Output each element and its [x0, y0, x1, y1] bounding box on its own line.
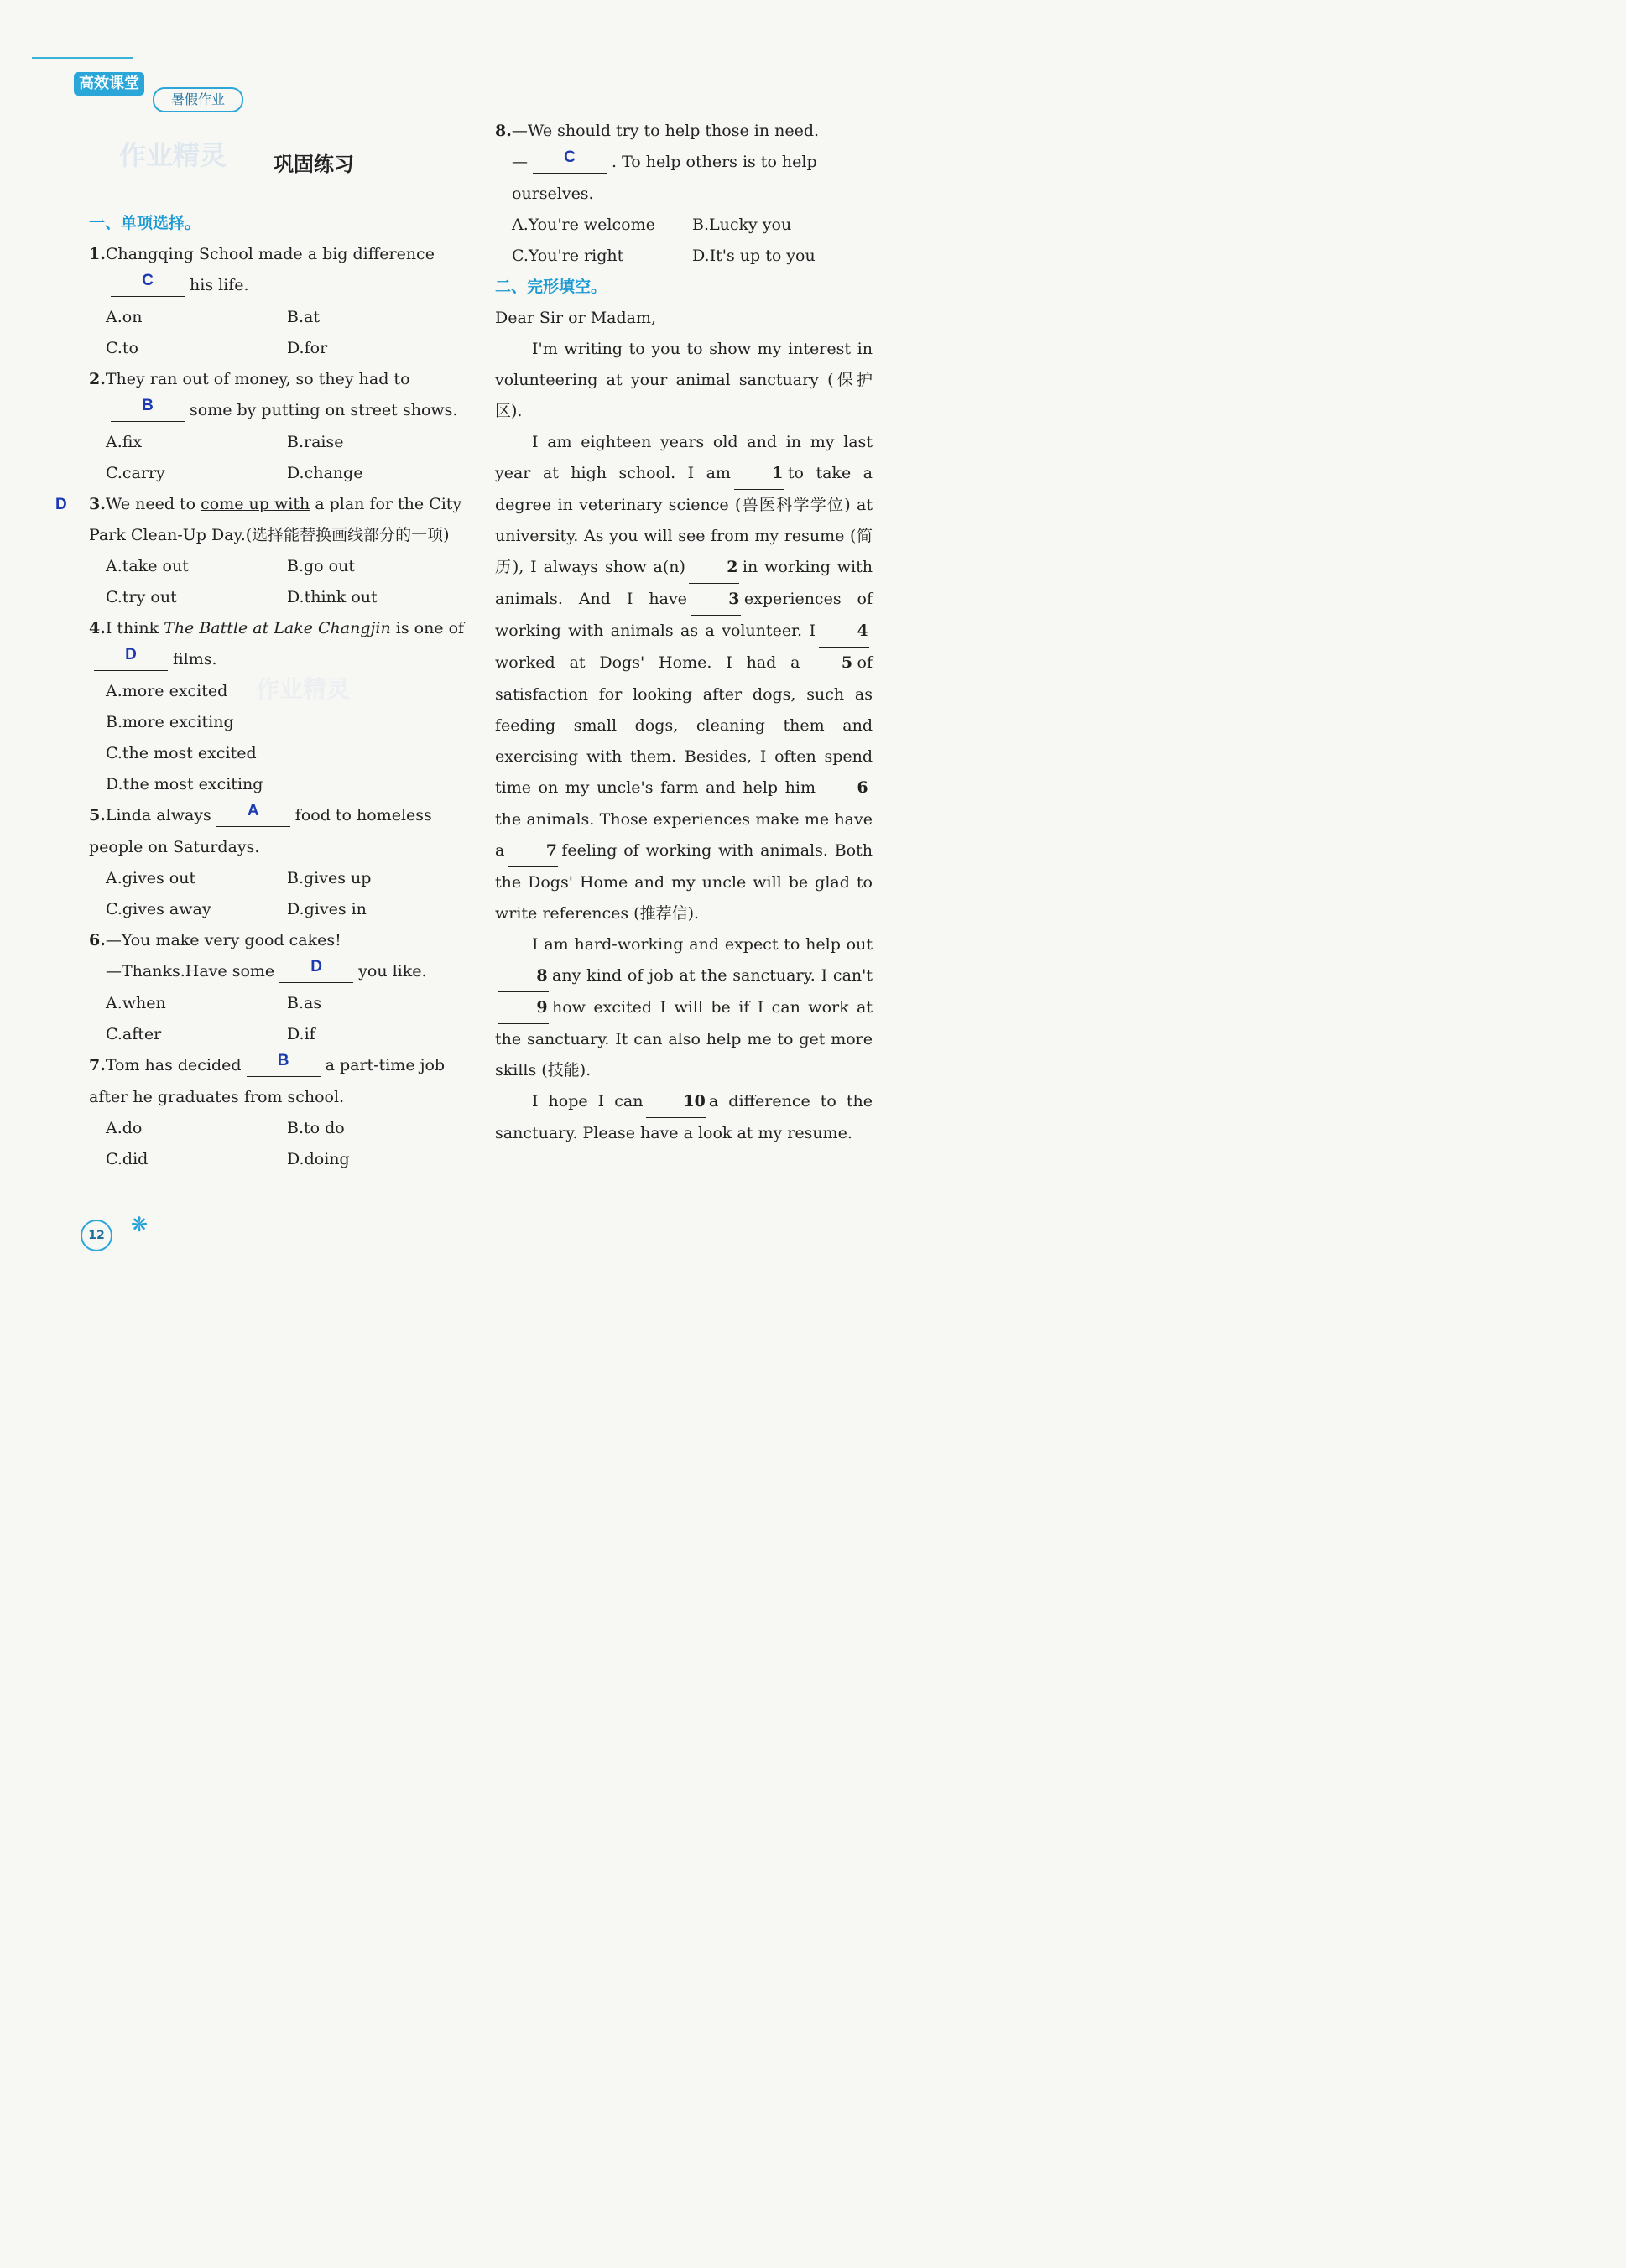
option[interactable]: A.on — [106, 308, 143, 326]
option[interactable]: A.take out — [106, 557, 189, 575]
underlined-phrase: come up with — [201, 495, 310, 513]
question-text: B some by putting on street shows. — [89, 395, 468, 427]
option[interactable]: C.carry — [106, 464, 165, 482]
cloze-blank[interactable]: 4 — [819, 616, 869, 648]
flower-icon: ❋ — [131, 1213, 149, 1236]
left-column — [55, 208, 468, 1175]
option[interactable]: C.after — [106, 1025, 162, 1043]
question-text: 7.Tom has decided B a part-time job after he graduates from school. — [89, 1050, 468, 1113]
section-heading: 一、单项选择。 — [89, 214, 201, 232]
options — [495, 210, 873, 272]
question-text: 2.They ran out of money, so they had to — [89, 370, 410, 388]
header-line — [32, 57, 133, 59]
answer-blank[interactable]: C — [111, 265, 185, 297]
question-8 — [495, 116, 873, 272]
option[interactable]: B.go out — [287, 557, 355, 575]
option[interactable]: A.do — [106, 1119, 143, 1137]
paragraph: I am hard-working and expect to help out8 any kind of job at the sanctuary. I can't9 how excited I will be if I can work at the sanctuary. It can also help me to get more skills (技能). — [495, 935, 873, 1079]
options — [89, 427, 468, 489]
option[interactable]: C.to — [106, 339, 138, 357]
options — [89, 551, 468, 613]
option[interactable]: B.to do — [287, 1119, 345, 1137]
workbook-page — [0, 0, 953, 1315]
question-text: C his life. — [89, 270, 468, 302]
option[interactable]: D.gives in — [287, 900, 367, 918]
option[interactable]: C.try out — [106, 588, 177, 606]
watermark: 作业精灵 — [256, 675, 351, 703]
option[interactable]: B.as — [287, 994, 322, 1012]
option[interactable]: A.gives out — [106, 869, 196, 887]
cloze-blank[interactable]: 8 — [498, 960, 549, 992]
paragraph: I'm writing to you to show my interest in volunteering at your animal sanctuary (保护区). — [495, 340, 873, 420]
cloze-blank[interactable]: 2 — [689, 552, 739, 584]
page-number: 12 — [81, 1220, 112, 1251]
option[interactable]: B.at — [287, 308, 320, 326]
answer-blank[interactable]: D — [279, 951, 353, 983]
options — [89, 988, 468, 1050]
answer-blank[interactable]: A — [216, 795, 290, 827]
option[interactable]: A.when — [106, 994, 166, 1012]
question-text: 6.—You make very good cakes! — [89, 931, 341, 949]
question-4 — [89, 613, 468, 800]
option[interactable]: C.gives away — [106, 900, 211, 918]
option[interactable]: C.the most excited — [106, 744, 257, 762]
right-column — [495, 116, 873, 1149]
option[interactable]: D.think out — [287, 588, 378, 606]
option[interactable]: D.the most exciting — [106, 775, 263, 793]
option[interactable]: B.Lucky you — [692, 216, 792, 234]
option[interactable]: B.raise — [287, 433, 344, 451]
question-6 — [89, 925, 468, 1050]
option[interactable]: A.more excited — [106, 682, 228, 700]
header-badge-sub: 暑假作业 — [153, 87, 243, 112]
question-text: —Thanks.Have some D you like. — [89, 956, 468, 988]
option[interactable]: C.You're right — [512, 247, 624, 265]
option[interactable]: A.You're welcome — [512, 216, 655, 234]
paragraph: I am eighteen years old and in my last year at high school. I am 1 to take a degree in veterinary science (兽医科学学位) at university. As you will see from my resume (简历), I always show a(n) 2 in working with animals. And I have 3 experiences of working with animals as a volunteer. I 4worked at Dogs' Home. I had a 5 of satisfaction for looking after dogs, such as feeding small dogs, cleaning them and exercising with them. Besides, I often spend time on my uncle's farm and help him 6the animals. Those experiences make me have a 7 feeling of working with animals. Both the Dogs' Home and my uncle will be glad to write references (推荐信). — [495, 433, 873, 923]
question-2 — [89, 364, 468, 489]
cloze-blank[interactable]: 7 — [508, 835, 558, 867]
option[interactable]: D.for — [287, 339, 328, 357]
answer-blank[interactable]: B — [247, 1045, 321, 1077]
question-text: 4.I think The Battle at Lake Changjin is one ofD films. — [89, 613, 468, 676]
option[interactable]: B.gives up — [287, 869, 372, 887]
cloze-blank[interactable]: 3 — [691, 584, 741, 616]
question-text: 3.We need to come up with a plan for the City Park Clean-Up Day.(选择能替换画线部分的一项) — [89, 495, 462, 544]
question-5 — [89, 800, 468, 925]
options — [89, 863, 468, 925]
option[interactable]: D.if — [287, 1025, 315, 1043]
option[interactable]: C.did — [106, 1150, 149, 1168]
question-text: 8.—We should try to help those in need. — [495, 122, 820, 140]
option[interactable]: D.It's up to you — [692, 247, 816, 265]
side-answer: D — [55, 496, 67, 513]
cloze-blank[interactable]: 5 — [804, 648, 854, 679]
cloze-blank[interactable]: 9 — [498, 992, 549, 1024]
answer-blank[interactable]: C — [533, 142, 607, 174]
options — [89, 676, 468, 800]
cloze-blank[interactable]: 1 — [734, 458, 784, 490]
answer-blank[interactable]: D — [94, 639, 168, 671]
watermark: 作业精灵 — [119, 139, 227, 171]
header-badge-main: 高效课堂 — [74, 72, 144, 96]
paragraph: I hope I can 10 a difference to the sanctuary. Please have a look at my resume. — [495, 1086, 873, 1149]
cloze-blank[interactable]: 6 — [819, 772, 869, 804]
section-title: 巩固练习 — [274, 153, 354, 176]
question-text: 5.Linda always A food to homeless people on Saturdays. — [89, 800, 468, 863]
option[interactable]: D.change — [287, 464, 363, 482]
question-text: 1.Changqing School made a big difference — [89, 245, 435, 263]
question-text: — C . To help others is to help ourselves. — [495, 147, 873, 210]
options — [89, 302, 468, 364]
question-1 — [89, 239, 468, 364]
option[interactable]: A.fix — [106, 433, 143, 451]
options — [89, 1113, 468, 1175]
question-3 — [55, 489, 468, 613]
question-7 — [89, 1050, 468, 1175]
option[interactable]: B.more exciting — [106, 713, 234, 731]
salutation: Dear Sir or Madam, — [495, 309, 657, 327]
section-heading: 二、完形填空。 — [495, 278, 607, 296]
cloze-blank[interactable]: 10 — [646, 1086, 705, 1118]
option[interactable]: D.doing — [287, 1150, 350, 1168]
answer-blank[interactable]: B — [111, 390, 185, 422]
